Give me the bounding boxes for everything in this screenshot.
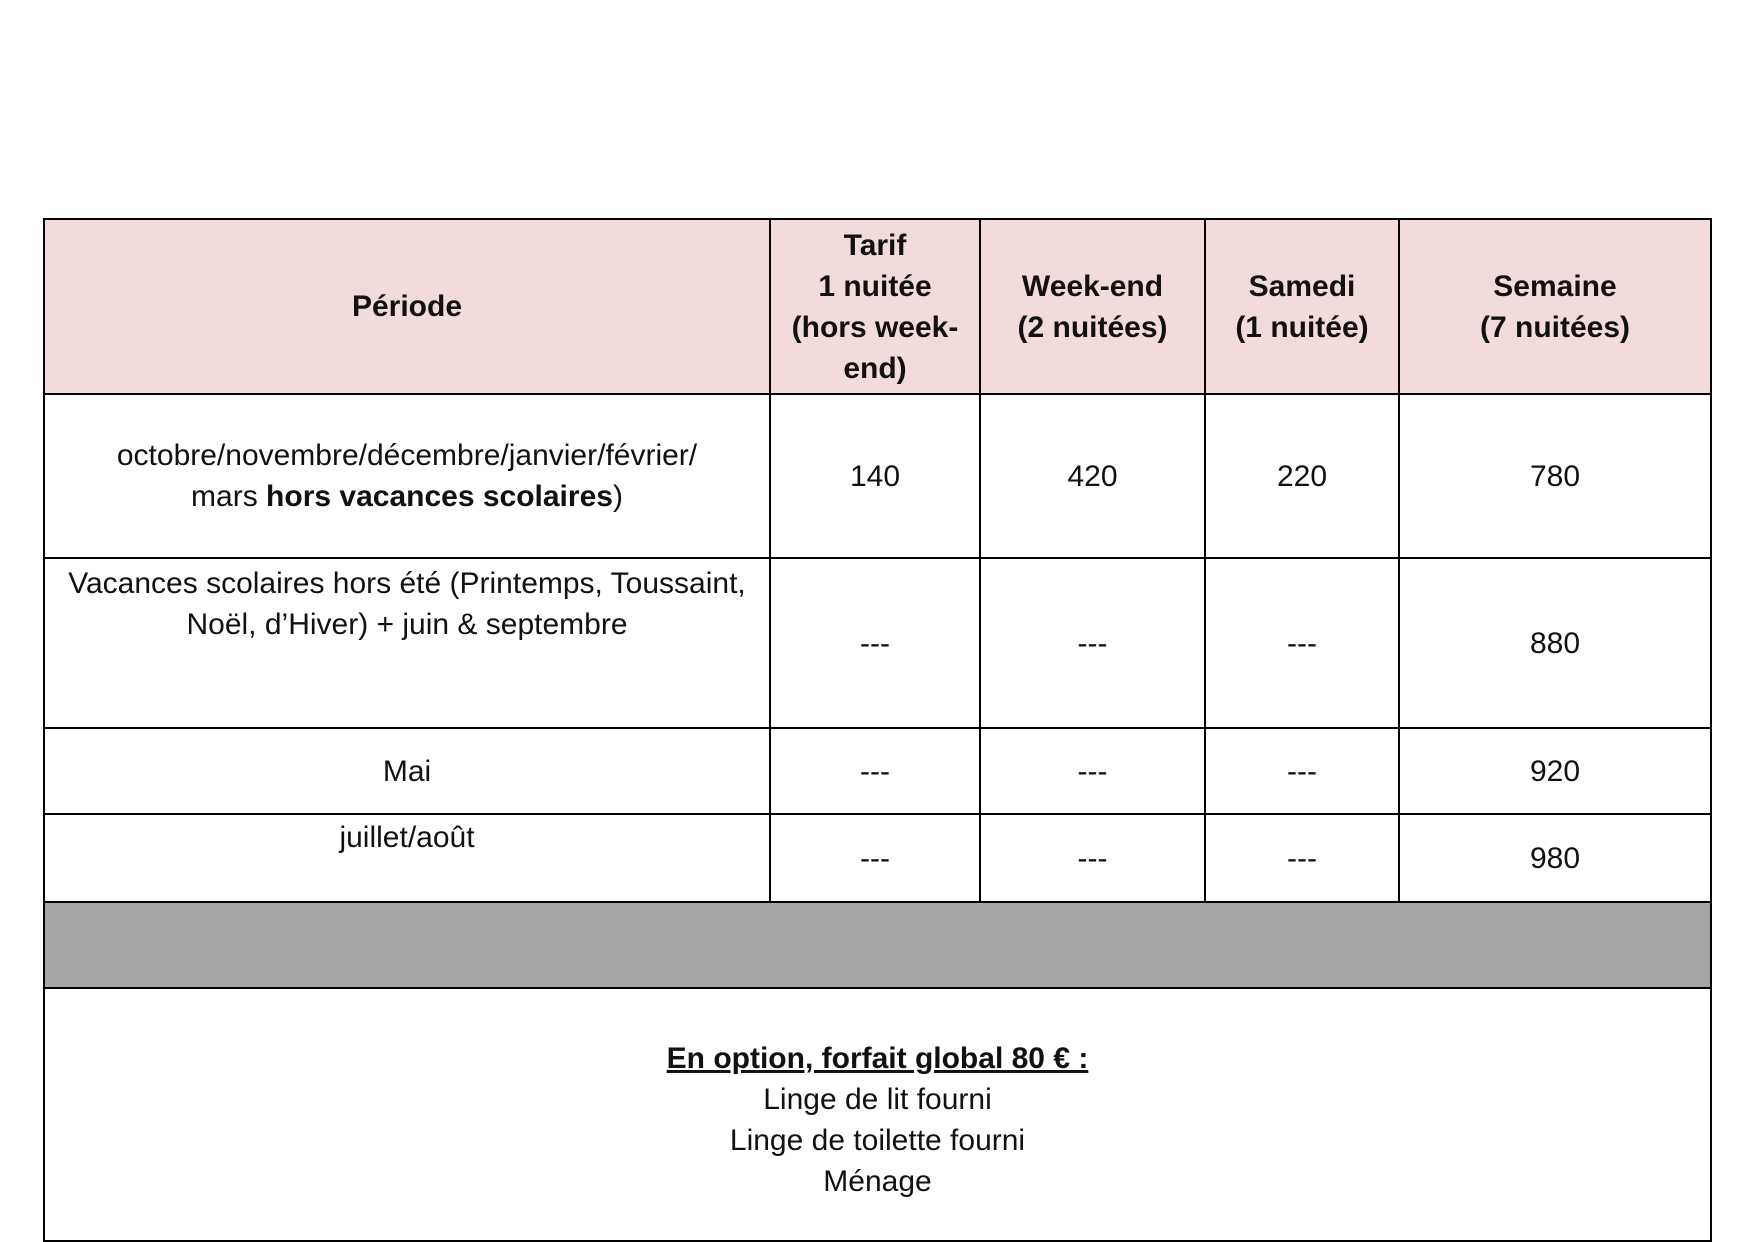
header-tarif-line: end) [843,351,907,385]
weekend-cell: --- [980,814,1205,902]
header-tarif-line: 1 nuitée [818,269,932,303]
periode-cell [44,394,770,558]
pricing-table [43,218,1712,1242]
periode-suffix: ) [612,480,623,513]
header-semaine-line: (7 nuitées) [1479,310,1631,344]
periode-line: Vacances scolaires hors été (Printemps, Toussaint, [68,567,746,600]
tarif-cell: --- [770,728,980,814]
header-tarif-line: Tarif [843,228,907,262]
header-weekend [980,219,1205,394]
semaine-cell: 880 [1399,558,1711,728]
header-samedi [1205,219,1399,394]
header-samedi-line: (1 nuitée) [1235,310,1369,344]
periode-cell: juillet/août [44,814,770,902]
semaine-cell: 980 [1399,814,1711,902]
periode-cell [44,558,770,728]
table-row [44,814,1711,902]
header-weekend-line: (2 nuitées) [1017,310,1168,344]
options-row [44,988,1711,1241]
header-tarif [770,219,980,394]
table-header-row [44,219,1711,394]
tarif-cell: --- [770,814,980,902]
tarif-cell: 140 [770,394,980,558]
weekend-cell: 420 [980,394,1205,558]
header-weekend-line: Week-end [1021,269,1164,303]
header-semaine [1399,219,1711,394]
header-periode [44,219,770,394]
table-row [44,394,1711,558]
options-cell [44,988,1711,1241]
weekend-cell: --- [980,728,1205,814]
semaine-cell: 780 [1399,394,1711,558]
periode-line [53,476,761,517]
separator-row [44,902,1711,988]
semaine-cell: 920 [1399,728,1711,814]
periode-prefix: mars [191,480,267,513]
header-tarif-line: (hors week- [791,310,959,344]
table-row [44,558,1711,728]
periode-bold: hors vacances scolaires [266,480,613,513]
option-item: Linge de lit fourni [763,1082,992,1116]
weekend-cell: --- [980,558,1205,728]
samedi-cell: --- [1205,558,1399,728]
table-row [44,728,1711,814]
header-samedi-line: Samedi [1248,269,1356,303]
tarif-cell: --- [770,558,980,728]
separator-cell [44,902,1711,988]
options-title: En option, forfait global 80 € : [666,1041,1089,1075]
periode-line: Noël, d’Hiver) + juin & septembre [186,608,628,641]
header-semaine-line: Semaine [1493,269,1617,303]
periode-line: octobre/novembre/décembre/janvier/février/ [116,439,698,472]
header-periode-label: Période [351,290,463,323]
option-item: Linge de toilette fourni [729,1123,1026,1157]
option-item: Ménage [823,1164,932,1198]
samedi-cell: --- [1205,728,1399,814]
pricing-table-wrapper [43,218,1710,1242]
periode-cell: Mai [44,728,770,814]
samedi-cell: --- [1205,814,1399,902]
samedi-cell: 220 [1205,394,1399,558]
